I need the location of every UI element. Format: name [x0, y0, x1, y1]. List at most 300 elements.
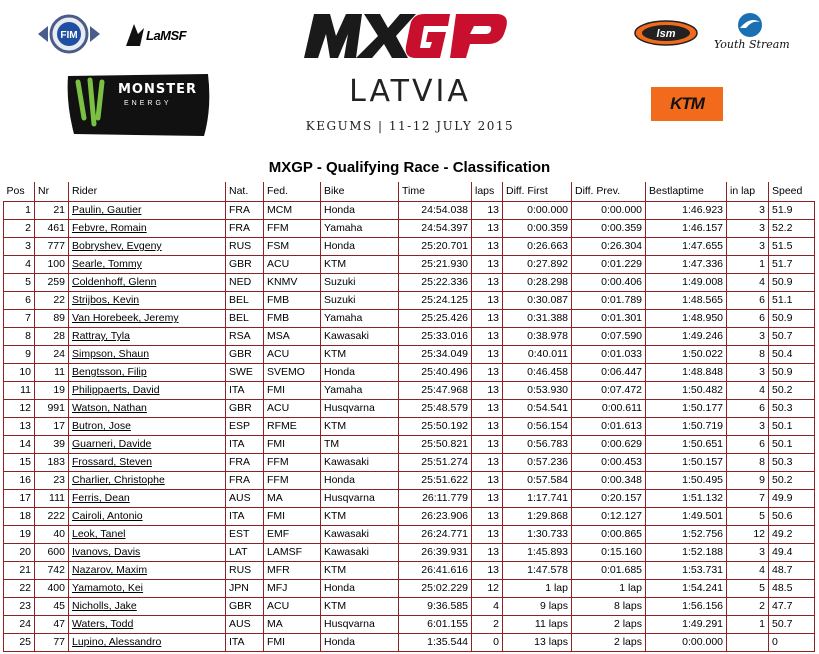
cell-pos: 20 — [4, 543, 35, 561]
lamsf-logo — [124, 20, 208, 52]
cell-rider — [69, 399, 226, 417]
cell-bestlaptime: 1:50.177 — [646, 399, 727, 417]
ktm-logo-text: KTM — [670, 94, 704, 113]
cell-in-lap: 2 — [727, 597, 769, 615]
cell-nat: RUS — [226, 561, 264, 579]
rider-name-link[interactable]: Simpson, Shaun — [72, 348, 150, 360]
cell-bestlaptime: 1:46.923 — [646, 201, 727, 219]
cell-rider — [69, 633, 226, 651]
table-row — [4, 435, 815, 453]
cell-bestlaptime: 1:50.157 — [646, 453, 727, 471]
cell-diff-first: 0:46.458 — [503, 363, 572, 381]
rider-name-link[interactable]: Ivanovs, Davis — [72, 546, 141, 558]
cell-nat: FRA — [226, 201, 264, 219]
cell-fed: FMB — [264, 291, 321, 309]
cell-bike: Honda — [321, 363, 399, 381]
cell-diff-prev: 0:15.160 — [572, 543, 646, 561]
rider-name-link[interactable]: Frossard, Steven — [72, 456, 152, 468]
cell-nat: NED — [226, 273, 264, 291]
cell-nat: ITA — [226, 507, 264, 525]
cell-diff-first: 0:26.663 — [503, 237, 572, 255]
cell-nr: 11 — [35, 363, 69, 381]
cell-diff-prev: 0:01.685 — [572, 561, 646, 579]
cell-time: 26:23.906 — [399, 507, 472, 525]
cell-diff-prev: 0:26.304 — [572, 237, 646, 255]
cell-laps: 13 — [472, 453, 503, 471]
cell-bestlaptime: 1:53.731 — [646, 561, 727, 579]
cell-bestlaptime: 1:50.719 — [646, 417, 727, 435]
cell-nat: ITA — [226, 435, 264, 453]
cell-pos: 21 — [4, 561, 35, 579]
table-row — [4, 633, 815, 651]
cell-nat: FRA — [226, 219, 264, 237]
monster-energy-logo — [64, 68, 214, 140]
cell-in-lap: 5 — [727, 579, 769, 597]
cell-nr: 47 — [35, 615, 69, 633]
cell-nat: GBR — [226, 345, 264, 363]
cell-nr: 89 — [35, 309, 69, 327]
cell-in-lap: 3 — [727, 363, 769, 381]
rider-name-link[interactable]: Philippaerts, David — [72, 384, 160, 396]
cell-speed: 48.7 — [769, 561, 815, 579]
cell-bike: KTM — [321, 561, 399, 579]
cell-laps: 13 — [472, 399, 503, 417]
rider-name-link[interactable]: Butron, Jose — [72, 420, 131, 432]
rider-name-link[interactable]: Van Horebeek, Jeremy — [72, 312, 179, 324]
cell-bike: Honda — [321, 237, 399, 255]
cell-rider — [69, 381, 226, 399]
rider-name-link[interactable]: Febvre, Romain — [72, 222, 147, 234]
rider-name-link[interactable]: Yamamoto, Kei — [72, 582, 144, 594]
cell-nat: AUS — [226, 615, 264, 633]
column-header-laps: laps — [472, 182, 503, 201]
cell-in-lap: 6 — [727, 309, 769, 327]
cell-time: 25:02.229 — [399, 579, 472, 597]
cell-pos: 2 — [4, 219, 35, 237]
youthstream-logo — [710, 12, 790, 56]
cell-speed: 51.5 — [769, 237, 815, 255]
cell-time: 24:54.038 — [399, 201, 472, 219]
cell-nr: 259 — [35, 273, 69, 291]
column-header-speed: Speed — [772, 185, 803, 198]
cell-diff-prev: 0:00.453 — [572, 453, 646, 471]
table-row — [4, 381, 815, 399]
cell-laps: 13 — [472, 327, 503, 345]
cell-time: 25:51.622 — [399, 471, 472, 489]
event-name: LATVIA — [349, 74, 471, 109]
cell-speed: 51.1 — [769, 291, 815, 309]
cell-diff-prev: 8 laps — [572, 597, 646, 615]
cell-rider — [69, 489, 226, 507]
cell-nat: ITA — [226, 381, 264, 399]
cell-rider — [69, 525, 226, 543]
cell-fed: FFM — [264, 453, 321, 471]
cell-rider — [69, 543, 226, 561]
cell-bike: Yamaha — [321, 309, 399, 327]
cell-pos: 12 — [4, 399, 35, 417]
cell-nr: 22 — [35, 291, 69, 309]
cell-rider — [69, 561, 226, 579]
cell-time: 25:25.426 — [399, 309, 472, 327]
cell-in-lap: 1 — [727, 615, 769, 633]
cell-diff-prev: 0:07.472 — [572, 381, 646, 399]
column-header-diff-prev: Diff. Prev. — [572, 182, 646, 201]
header — [0, 0, 819, 150]
cell-fed: FMI — [264, 633, 321, 651]
rider-name-link[interactable]: Bobryshev, Evgeny — [72, 240, 162, 252]
cell-rider — [69, 237, 226, 255]
cell-rider — [69, 507, 226, 525]
cell-diff-prev: 0:00.348 — [572, 471, 646, 489]
cell-nat: BEL — [226, 309, 264, 327]
cell-laps: 13 — [472, 363, 503, 381]
cell-time: 1:35.544 — [399, 633, 472, 651]
cell-time: 25:22.336 — [399, 273, 472, 291]
cell-diff-prev: 0:01.301 — [572, 309, 646, 327]
cell-fed: RFME — [264, 417, 321, 435]
cell-fed: ACU — [264, 255, 321, 273]
cell-laps: 13 — [472, 507, 503, 525]
cell-rider — [69, 615, 226, 633]
cell-nat: GBR — [226, 597, 264, 615]
cell-bike: Husqvarna — [321, 399, 399, 417]
cell-rider — [69, 273, 226, 291]
cell-diff-first: 0:30.087 — [503, 291, 572, 309]
cell-rider — [69, 435, 226, 453]
cell-diff-first: 11 laps — [503, 615, 572, 633]
rider-name-link[interactable]: Paulin, Gautier — [72, 204, 142, 216]
cell-time: 25:48.579 — [399, 399, 472, 417]
cell-in-lap: 3 — [727, 219, 769, 237]
cell-diff-prev: 0:01.613 — [572, 417, 646, 435]
cell-nr: 19 — [35, 381, 69, 399]
cell-nr: 183 — [35, 453, 69, 471]
cell-time: 26:41.616 — [399, 561, 472, 579]
cell-laps: 13 — [472, 435, 503, 453]
rider-name-link[interactable]: Cairoli, Antonio — [72, 510, 143, 522]
table-row — [4, 399, 815, 417]
cell-bestlaptime: 1:49.008 — [646, 273, 727, 291]
cell-bike: TM — [321, 435, 399, 453]
rider-name-link[interactable]: Coldenhoff, Glenn — [72, 276, 157, 288]
cell-in-lap: 4 — [727, 561, 769, 579]
cell-in-lap: 7 — [727, 489, 769, 507]
rider-name-link[interactable]: Leok, Tanel — [72, 528, 126, 540]
table-row — [4, 453, 815, 471]
cell-nr: 39 — [35, 435, 69, 453]
cell-nr: 111 — [35, 489, 69, 507]
cell-diff-prev: 0:00.611 — [572, 399, 646, 417]
cell-rider — [69, 579, 226, 597]
cell-speed: 50.9 — [769, 309, 815, 327]
cell-bestlaptime: 1:56.156 — [646, 597, 727, 615]
cell-bike: Kawasaki — [321, 525, 399, 543]
cell-pos: 11 — [4, 381, 35, 399]
cell-speed: 50.3 — [769, 453, 815, 471]
cell-in-lap: 12 — [727, 525, 769, 543]
cell-fed: FFM — [264, 471, 321, 489]
column-header-nr: Nr — [35, 182, 69, 201]
cell-diff-first: 1:45.893 — [503, 543, 572, 561]
results-table — [3, 182, 815, 652]
cell-rider — [69, 417, 226, 435]
rider-name-link[interactable]: Charlier, Christophe — [72, 474, 165, 486]
cell-in-lap: 3 — [727, 327, 769, 345]
event-date: KEGUMS | 11-12 JULY 2015 — [305, 119, 515, 133]
cell-bike: Yamaha — [321, 219, 399, 237]
cell-in-lap: 3 — [727, 201, 769, 219]
cell-bike: Husqvarna — [321, 489, 399, 507]
cell-speed: 0 — [769, 633, 815, 651]
table-row — [4, 579, 815, 597]
cell-diff-first: 0:31.388 — [503, 309, 572, 327]
cell-bestlaptime: 1:47.655 — [646, 237, 727, 255]
rider-name-link[interactable]: Nazarov, Maxim — [72, 564, 148, 576]
cell-bike: KTM — [321, 597, 399, 615]
table-body — [4, 201, 815, 651]
cell-nr: 23 — [35, 471, 69, 489]
rider-name-link[interactable]: Guarneri, Davide — [72, 438, 152, 450]
cell-diff-first: 0:53.930 — [503, 381, 572, 399]
cell-diff-first: 0:27.892 — [503, 255, 572, 273]
cell-fed: FMI — [264, 435, 321, 453]
cell-in-lap: 5 — [727, 507, 769, 525]
cell-time: 9:36.585 — [399, 597, 472, 615]
table-row — [4, 309, 815, 327]
fim-logo — [36, 14, 102, 54]
cell-pos: 24 — [4, 615, 35, 633]
cell-diff-prev: 2 laps — [572, 615, 646, 633]
column-header-time: Time — [399, 182, 472, 201]
cell-in-lap: 4 — [727, 273, 769, 291]
cell-speed: 50.6 — [769, 507, 815, 525]
cell-diff-first: 0:40.011 — [503, 345, 572, 363]
cell-time: 25:24.125 — [399, 291, 472, 309]
cell-nat: FRA — [226, 453, 264, 471]
monster-logo-text: MONSTER — [118, 82, 197, 97]
cell-nr: 40 — [35, 525, 69, 543]
cell-diff-prev: 0:07.590 — [572, 327, 646, 345]
cell-time: 26:39.931 — [399, 543, 472, 561]
cell-rider — [69, 471, 226, 489]
rider-name-link[interactable]: Strijbos, Kevin — [72, 294, 140, 306]
cell-rider — [69, 309, 226, 327]
cell-bestlaptime: 1:48.950 — [646, 309, 727, 327]
table-row — [4, 489, 815, 507]
cell-bike: Kawasaki — [321, 543, 399, 561]
ktm-logo — [651, 87, 723, 121]
cell-diff-prev: 0:01.229 — [572, 255, 646, 273]
cell-speed: 50.2 — [769, 381, 815, 399]
column-header-pos: Pos — [4, 182, 35, 201]
cell-diff-first: 0:56.783 — [503, 435, 572, 453]
rider-name-link[interactable]: Nicholls, Jake — [72, 600, 137, 612]
cell-time: 25:21.930 — [399, 255, 472, 273]
cell-laps: 13 — [472, 219, 503, 237]
table-row — [4, 471, 815, 489]
column-header-rider: Rider — [69, 182, 226, 201]
cell-bestlaptime: 1:54.241 — [646, 579, 727, 597]
cell-speed: 50.1 — [769, 417, 815, 435]
cell-nr: 100 — [35, 255, 69, 273]
cell-rider — [69, 363, 226, 381]
rider-name-link[interactable]: Lupino, Alessandro — [72, 636, 162, 648]
cell-pos: 18 — [4, 507, 35, 525]
cell-rider — [69, 597, 226, 615]
cell-bestlaptime: 1:51.132 — [646, 489, 727, 507]
cell-rider — [69, 201, 226, 219]
cell-speed: 49.9 — [769, 489, 815, 507]
rider-name-link[interactable]: Watson, Nathan — [72, 402, 147, 414]
cell-bike: Suzuki — [321, 273, 399, 291]
cell-bestlaptime: 1:49.291 — [646, 615, 727, 633]
cell-rider — [69, 453, 226, 471]
cell-pos: 16 — [4, 471, 35, 489]
cell-nat: RUS — [226, 237, 264, 255]
rider-name-link[interactable]: Bengtsson, Filip — [72, 366, 147, 378]
cell-laps: 13 — [472, 471, 503, 489]
rider-name-link[interactable]: Searle, Tommy — [72, 258, 142, 270]
cell-fed: FSM — [264, 237, 321, 255]
cell-bike: Honda — [321, 471, 399, 489]
cell-fed: MFR — [264, 561, 321, 579]
cell-fed: ACU — [264, 597, 321, 615]
cell-time: 25:50.821 — [399, 435, 472, 453]
cell-nat: JPN — [226, 579, 264, 597]
cell-time: 25:47.968 — [399, 381, 472, 399]
cell-bestlaptime: 1:46.157 — [646, 219, 727, 237]
cell-laps: 13 — [472, 255, 503, 273]
lsm-logo-text: lsm — [656, 28, 676, 40]
cell-time: 26:24.771 — [399, 525, 472, 543]
cell-nat: LAT — [226, 543, 264, 561]
cell-time: 26:11.779 — [399, 489, 472, 507]
cell-bestlaptime: 1:52.188 — [646, 543, 727, 561]
cell-pos: 23 — [4, 597, 35, 615]
rider-name-link[interactable]: Waters, Todd — [72, 618, 134, 630]
column-header-nat: Nat. — [226, 182, 264, 201]
cell-time: 24:54.397 — [399, 219, 472, 237]
cell-nat: BEL — [226, 291, 264, 309]
cell-bike: KTM — [321, 255, 399, 273]
cell-nat: GBR — [226, 399, 264, 417]
cell-diff-prev: 0:20.157 — [572, 489, 646, 507]
cell-pos: 13 — [4, 417, 35, 435]
cell-pos: 3 — [4, 237, 35, 255]
cell-speed: 50.7 — [769, 327, 815, 345]
cell-nat: EST — [226, 525, 264, 543]
cell-diff-first: 1:29.868 — [503, 507, 572, 525]
cell-laps: 13 — [472, 291, 503, 309]
monster-logo-subtext: ENERGY — [124, 100, 172, 107]
cell-laps: 13 — [472, 345, 503, 363]
cell-diff-prev: 0:01.033 — [572, 345, 646, 363]
cell-in-lap: 6 — [727, 435, 769, 453]
rider-name-link[interactable]: Ferris, Dean — [72, 492, 130, 504]
cell-fed: KNMV — [264, 273, 321, 291]
cell-in-lap: 8 — [727, 453, 769, 471]
table-header-row — [4, 182, 815, 201]
cell-diff-first: 0:00.000 — [503, 201, 572, 219]
cell-bike: Husqvarna — [321, 615, 399, 633]
cell-fed: SVEMO — [264, 363, 321, 381]
cell-fed: MA — [264, 489, 321, 507]
table-row — [4, 201, 815, 219]
mxgp-logo — [300, 8, 520, 62]
youthstream-logo-text: Youth Stream — [714, 38, 790, 51]
cell-diff-first: 1 lap — [503, 579, 572, 597]
cell-laps: 13 — [472, 237, 503, 255]
cell-laps: 13 — [472, 417, 503, 435]
cell-in-lap: 6 — [727, 399, 769, 417]
cell-pos: 25 — [4, 633, 35, 651]
cell-time: 25:33.016 — [399, 327, 472, 345]
cell-in-lap: 3 — [727, 237, 769, 255]
cell-laps: 13 — [472, 489, 503, 507]
cell-nr: 45 — [35, 597, 69, 615]
cell-bestlaptime: 1:52.756 — [646, 525, 727, 543]
cell-speed: 51.7 — [769, 255, 815, 273]
cell-diff-first: 0:57.584 — [503, 471, 572, 489]
table-row — [4, 543, 815, 561]
cell-rider — [69, 345, 226, 363]
column-header-bestlaptime: Bestlaptime — [646, 182, 727, 201]
cell-nr: 28 — [35, 327, 69, 345]
table-row — [4, 615, 815, 633]
cell-time: 25:40.496 — [399, 363, 472, 381]
cell-laps: 13 — [472, 543, 503, 561]
cell-nr: 17 — [35, 417, 69, 435]
cell-fed: ACU — [264, 345, 321, 363]
cell-diff-first: 0:56.154 — [503, 417, 572, 435]
table-row — [4, 363, 815, 381]
cell-fed: MFJ — [264, 579, 321, 597]
cell-speed: 50.3 — [769, 399, 815, 417]
cell-fed: MCM — [264, 201, 321, 219]
cell-diff-first: 1:30.733 — [503, 525, 572, 543]
cell-fed: LAMSF — [264, 543, 321, 561]
cell-laps: 13 — [472, 273, 503, 291]
cell-time: 6:01.155 — [399, 615, 472, 633]
cell-laps: 0 — [472, 633, 503, 651]
cell-speed: 47.7 — [769, 597, 815, 615]
table-row — [4, 345, 815, 363]
cell-in-lap: 8 — [727, 345, 769, 363]
table-row — [4, 327, 815, 345]
cell-diff-prev: 0:00.865 — [572, 525, 646, 543]
cell-nr: 77 — [35, 633, 69, 651]
rider-name-link[interactable]: Rattray, Tyla — [72, 330, 130, 342]
cell-bike: KTM — [321, 345, 399, 363]
cell-speed: 52.2 — [769, 219, 815, 237]
cell-nat: SWE — [226, 363, 264, 381]
cell-rider — [69, 255, 226, 273]
cell-nr: 461 — [35, 219, 69, 237]
cell-diff-prev: 0:12.127 — [572, 507, 646, 525]
cell-nat: AUS — [226, 489, 264, 507]
cell-pos: 5 — [4, 273, 35, 291]
cell-pos: 10 — [4, 363, 35, 381]
cell-time: 25:20.701 — [399, 237, 472, 255]
column-header-fed: Fed. — [264, 182, 321, 201]
cell-bestlaptime: 1:48.848 — [646, 363, 727, 381]
cell-fed: FMB — [264, 309, 321, 327]
cell-time: 25:50.192 — [399, 417, 472, 435]
cell-bike: Kawasaki — [321, 327, 399, 345]
cell-speed: 51.9 — [769, 201, 815, 219]
cell-diff-first: 0:57.236 — [503, 453, 572, 471]
cell-fed: MA — [264, 615, 321, 633]
